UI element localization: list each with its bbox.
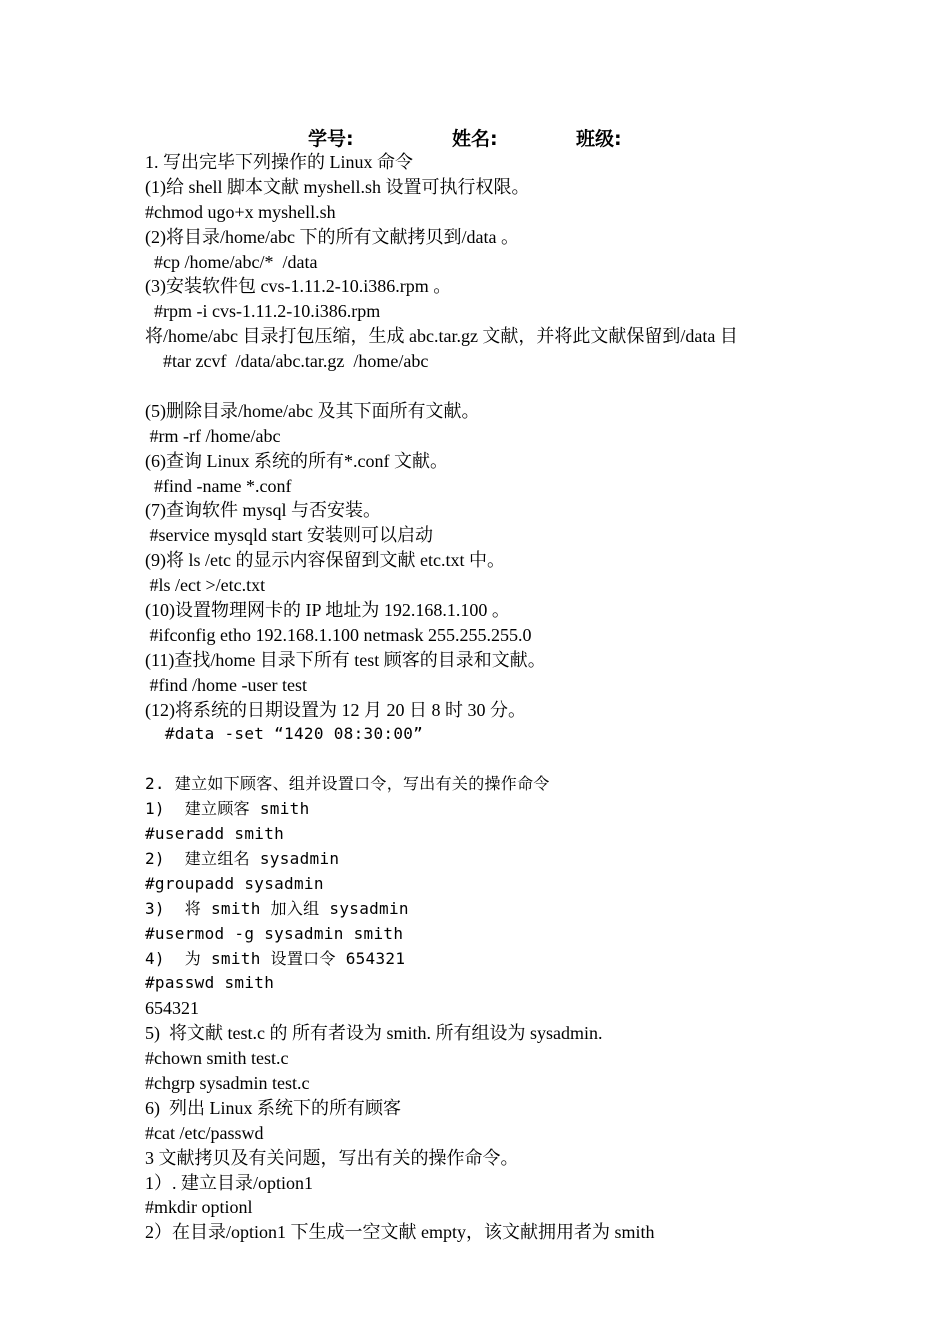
text-line: 654321 — [145, 998, 199, 1019]
text-line: (6)查询 Linux 系统的所有*.conf 文献。 — [145, 450, 448, 471]
text-line: 1) 建立顾客 smith — [145, 799, 310, 819]
document-body — [145, 150, 865, 1245]
text-line: (1)给 shell 脚本文献 myshell.sh 设置可执行权限。 — [145, 176, 530, 197]
name-label: 姓名: — [452, 128, 498, 150]
text-line: #ifconfig etho 192.168.1.100 netmask 255.255.255.0 — [145, 624, 532, 645]
text-line: #chgrp sysadmin test.c — [145, 1072, 310, 1093]
text-line: 2. 建立如下顾客、组并设置口令，写出有关的操作命令 — [145, 774, 550, 794]
text-line: 将/home/abc 目录打包压缩，生成 abc.tar.gz 文献，并将此文献保留到/data 目 — [145, 326, 738, 347]
text-line: #mkdir optionl — [145, 1197, 253, 1218]
text-line: 3) 将 smith 加入组 sysadmin — [145, 898, 409, 918]
text-line: #find -name *.conf — [145, 475, 292, 496]
text-line: #cat /etc/passwd — [145, 1122, 264, 1143]
text-line: #rm -rf /home/abc — [145, 425, 281, 446]
text-line: 2) 建立组名 sysadmin — [145, 848, 340, 868]
text-line: (7)查询软件 mysql 与否安装。 — [145, 500, 381, 521]
text-line: 4) 为 smith 设置口令 654321 — [145, 948, 406, 968]
document-header — [0, 124, 950, 152]
text-line — [145, 374, 865, 399]
text-line: #usermod -g sysadmin smith — [145, 923, 404, 943]
text-line: #cp /home/abc/* /data — [145, 251, 318, 272]
text-line: (9)将 ls /etc 的显示内容保留到文献 etc.txt 中。 — [145, 550, 505, 571]
text-line: #groupadd sysadmin — [145, 873, 324, 893]
text-line: (3)安装软件包 cvs-1.11.2-10.i386.rpm 。 — [145, 276, 452, 297]
text-line: #find /home -user test — [145, 674, 307, 695]
text-line: #useradd smith — [145, 824, 285, 844]
student-id-label: 学号: — [308, 128, 354, 150]
text-line: (5)删除目录/home/abc 及其下面所有文献。 — [145, 400, 480, 421]
text-line: #rpm -i cvs-1.11.2-10.i386.rpm — [145, 301, 381, 322]
text-line: #tar zcvf /data/abc.tar.gz /home/abc — [145, 351, 429, 372]
text-line: #data -set “1420 08:30:00” — [145, 724, 424, 744]
text-line — [145, 747, 865, 772]
text-line: (10)设置物理网卡的 IP 地址为 192.168.1.100 。 — [145, 600, 510, 621]
text-line: 6) 列出 Linux 系统下的所有顾客 — [145, 1097, 401, 1118]
text-line: 2）在目录/option1 下生成一空文献 empty，该文献拥用者为 smith — [145, 1222, 655, 1243]
text-line: 1）. 建立目录/option1 — [145, 1172, 314, 1193]
text-line: 3 文献拷贝及有关问题，写出有关的操作命令。 — [145, 1147, 519, 1168]
text-line: 1. 写出完毕下列操作的 Linux 命令 — [145, 152, 413, 172]
text-line: #passwd smith — [145, 973, 275, 993]
text-line: #chmod ugo+x myshell.sh — [145, 201, 336, 222]
text-line: #ls /ect >/etc.txt — [145, 575, 266, 596]
text-line: #service mysqld start 安装则可以启动 — [145, 525, 433, 546]
text-line: 5) 将文献 test.c 的 所有者设为 smith. 所有组设为 sysadmin. — [145, 1023, 603, 1044]
text-line: #chown smith test.c — [145, 1048, 289, 1069]
text-line: (2)将目录/home/abc 下的所有文献拷贝到/data 。 — [145, 226, 519, 247]
text-line: (12)将系统的日期设置为 12 月 20 日 8 时 30 分。 — [145, 699, 526, 720]
class-label: 班级: — [576, 128, 622, 150]
text-line: (11)查找/home 目录下所有 test 顾客的目录和文献。 — [145, 649, 546, 670]
